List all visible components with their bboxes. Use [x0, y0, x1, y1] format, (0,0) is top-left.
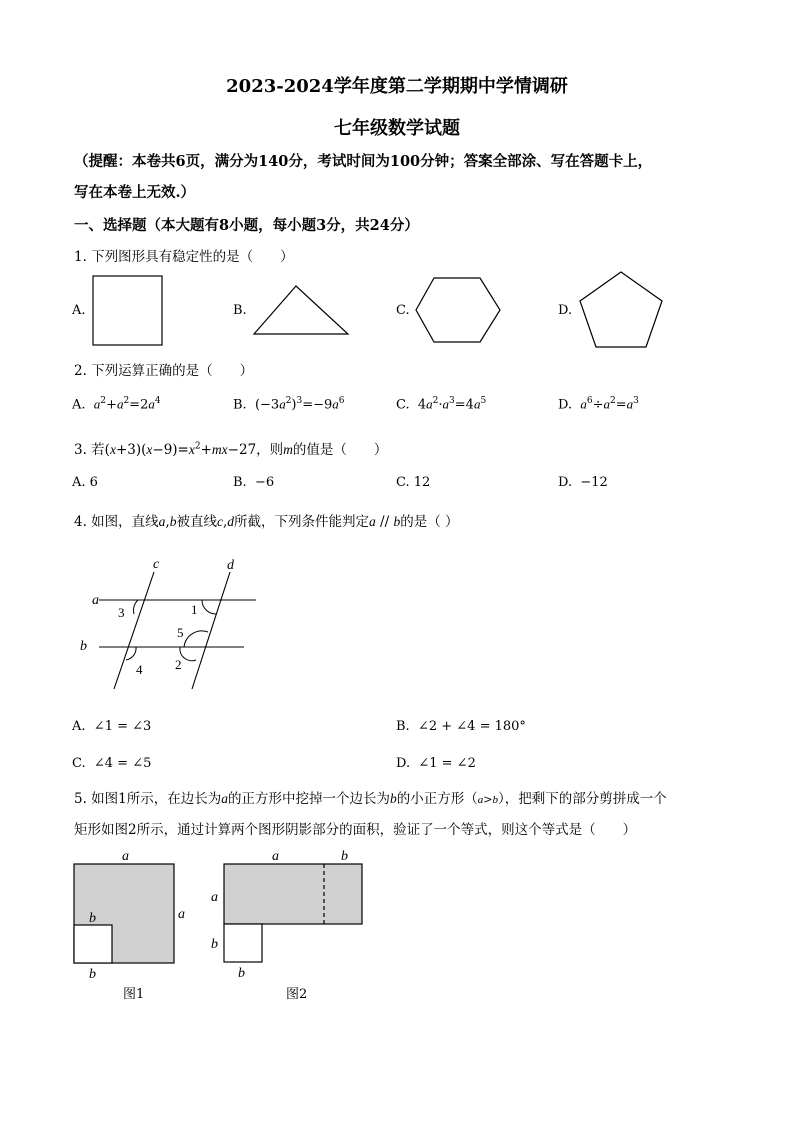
q1-triangle-figure: [250, 280, 350, 338]
q4-option-c: C. ∠4 = ∠5: [72, 756, 152, 771]
q3-stem-end: 的值是（ ）: [292, 442, 388, 458]
svg-text:b: b: [341, 849, 348, 864]
q3-option-d: D. −12: [558, 475, 608, 490]
q4-option-a: A. ∠1 = ∠3: [72, 719, 152, 734]
q2-option-c-label: C.: [396, 397, 410, 413]
q3-option-b: B. −6: [233, 475, 275, 490]
q5-figure-2: [208, 848, 368, 983]
svg-text:b: b: [238, 966, 245, 981]
question-2-stem: 2. 下列运算正确的是（ ）: [74, 363, 254, 379]
q3-stem-suffix: ，则: [256, 442, 284, 458]
q4-option-d: D. ∠1 = ∠2: [396, 756, 476, 771]
fig1-caption: 图1: [123, 987, 145, 1002]
angle-1-arc: [202, 600, 217, 614]
fig2-caption: 图2: [286, 987, 308, 1002]
question-1-stem: 1. 下列图形具有稳定性的是（ ）: [74, 249, 294, 265]
angle-5-arc: [184, 631, 208, 647]
q3-option-a: A. 6: [72, 475, 98, 490]
label-b: b: [80, 639, 87, 654]
q5-figure-1: [66, 848, 196, 983]
label-angle-3: 3: [118, 605, 125, 620]
label-angle-4: 4: [136, 662, 143, 677]
q1-square-figure: [92, 275, 164, 347]
q2-option-a: A. $a^2+a^2=2a^4$: [72, 396, 161, 413]
q1-option-d-label: D.: [558, 303, 573, 318]
q1-hexagon-figure: [414, 276, 502, 344]
section-heading: 一、选择题（本大题有8小题，每小题3分，共24分）: [74, 217, 419, 234]
q2-option-a-label: A.: [72, 397, 86, 413]
line-c: [114, 572, 154, 689]
exam-note-line1: （提醒：本卷共6页，满分为140分，考试时间为100分钟；答案全部涂、写在答题卡上，: [74, 153, 653, 170]
svg-text:b: b: [89, 967, 96, 982]
label-a: a: [92, 593, 99, 608]
q2-option-d-label: D.: [558, 397, 573, 413]
q1-option-b-label: B.: [233, 303, 247, 318]
label-d: d: [227, 558, 234, 573]
question-4-stem: 4. 如图，直线a,b被直线c,d所截，下列条件能判定a // b的是（ ）: [74, 514, 459, 530]
exam-subtitle: 七年级数学试题: [334, 118, 460, 139]
svg-text:b: b: [89, 911, 96, 926]
angle-2-arc: [180, 647, 196, 661]
q4-parallel-lines-figure: [74, 552, 264, 697]
q2-option-b: B. $(-3a^2)^3=-9a^6$: [233, 396, 345, 413]
q2-option-d: D. $a^6\div a^2=a^3$: [558, 396, 639, 413]
label-angle-5: 5: [177, 625, 184, 640]
svg-text:b: b: [211, 937, 218, 952]
q1-pentagon-figure: [578, 270, 664, 350]
q3-option-c: C. 12: [396, 475, 431, 490]
label-angle-2: 2: [175, 657, 182, 672]
svg-text:a: a: [178, 907, 185, 922]
q3-stem-prefix: 3. 若: [74, 442, 105, 458]
q4-option-b: B. ∠2 + ∠4 = 180°: [396, 719, 526, 734]
q1-option-a-label: A.: [72, 303, 86, 318]
line-d: [192, 572, 230, 689]
q1-option-c-label: C.: [396, 303, 410, 318]
angle-3-arc: [133, 600, 138, 614]
svg-text:a: a: [122, 849, 129, 864]
question-3-stem: 3. 若$(x+3)(x-9)=x^2+mx-27$，则m的值是（ ）: [74, 441, 388, 458]
question-5-stem-line1: 5. 如图1所示，在边长为a的正方形中挖掉一个边长为b的小正方形（a>b），把剩下的部分剪拼成一个: [74, 791, 667, 807]
label-c: c: [153, 557, 160, 572]
question-5-stem-line2: 矩形如图2所示，通过计算两个图形阴影部分的面积，验证了一个等式，则这个等式是（ ）: [74, 822, 637, 838]
exam-note-line2: 写在本卷上无效.）: [74, 184, 196, 201]
svg-text:a: a: [211, 890, 218, 905]
exam-title: 2023-2024学年度第二学期期中学情调研: [226, 76, 568, 97]
q2-option-c: C. $4a^2\cdot a^3=4a^5$: [396, 396, 487, 413]
svg-text:a: a: [272, 849, 279, 864]
label-angle-1: 1: [191, 602, 198, 617]
q2-option-b-label: B.: [233, 397, 247, 413]
